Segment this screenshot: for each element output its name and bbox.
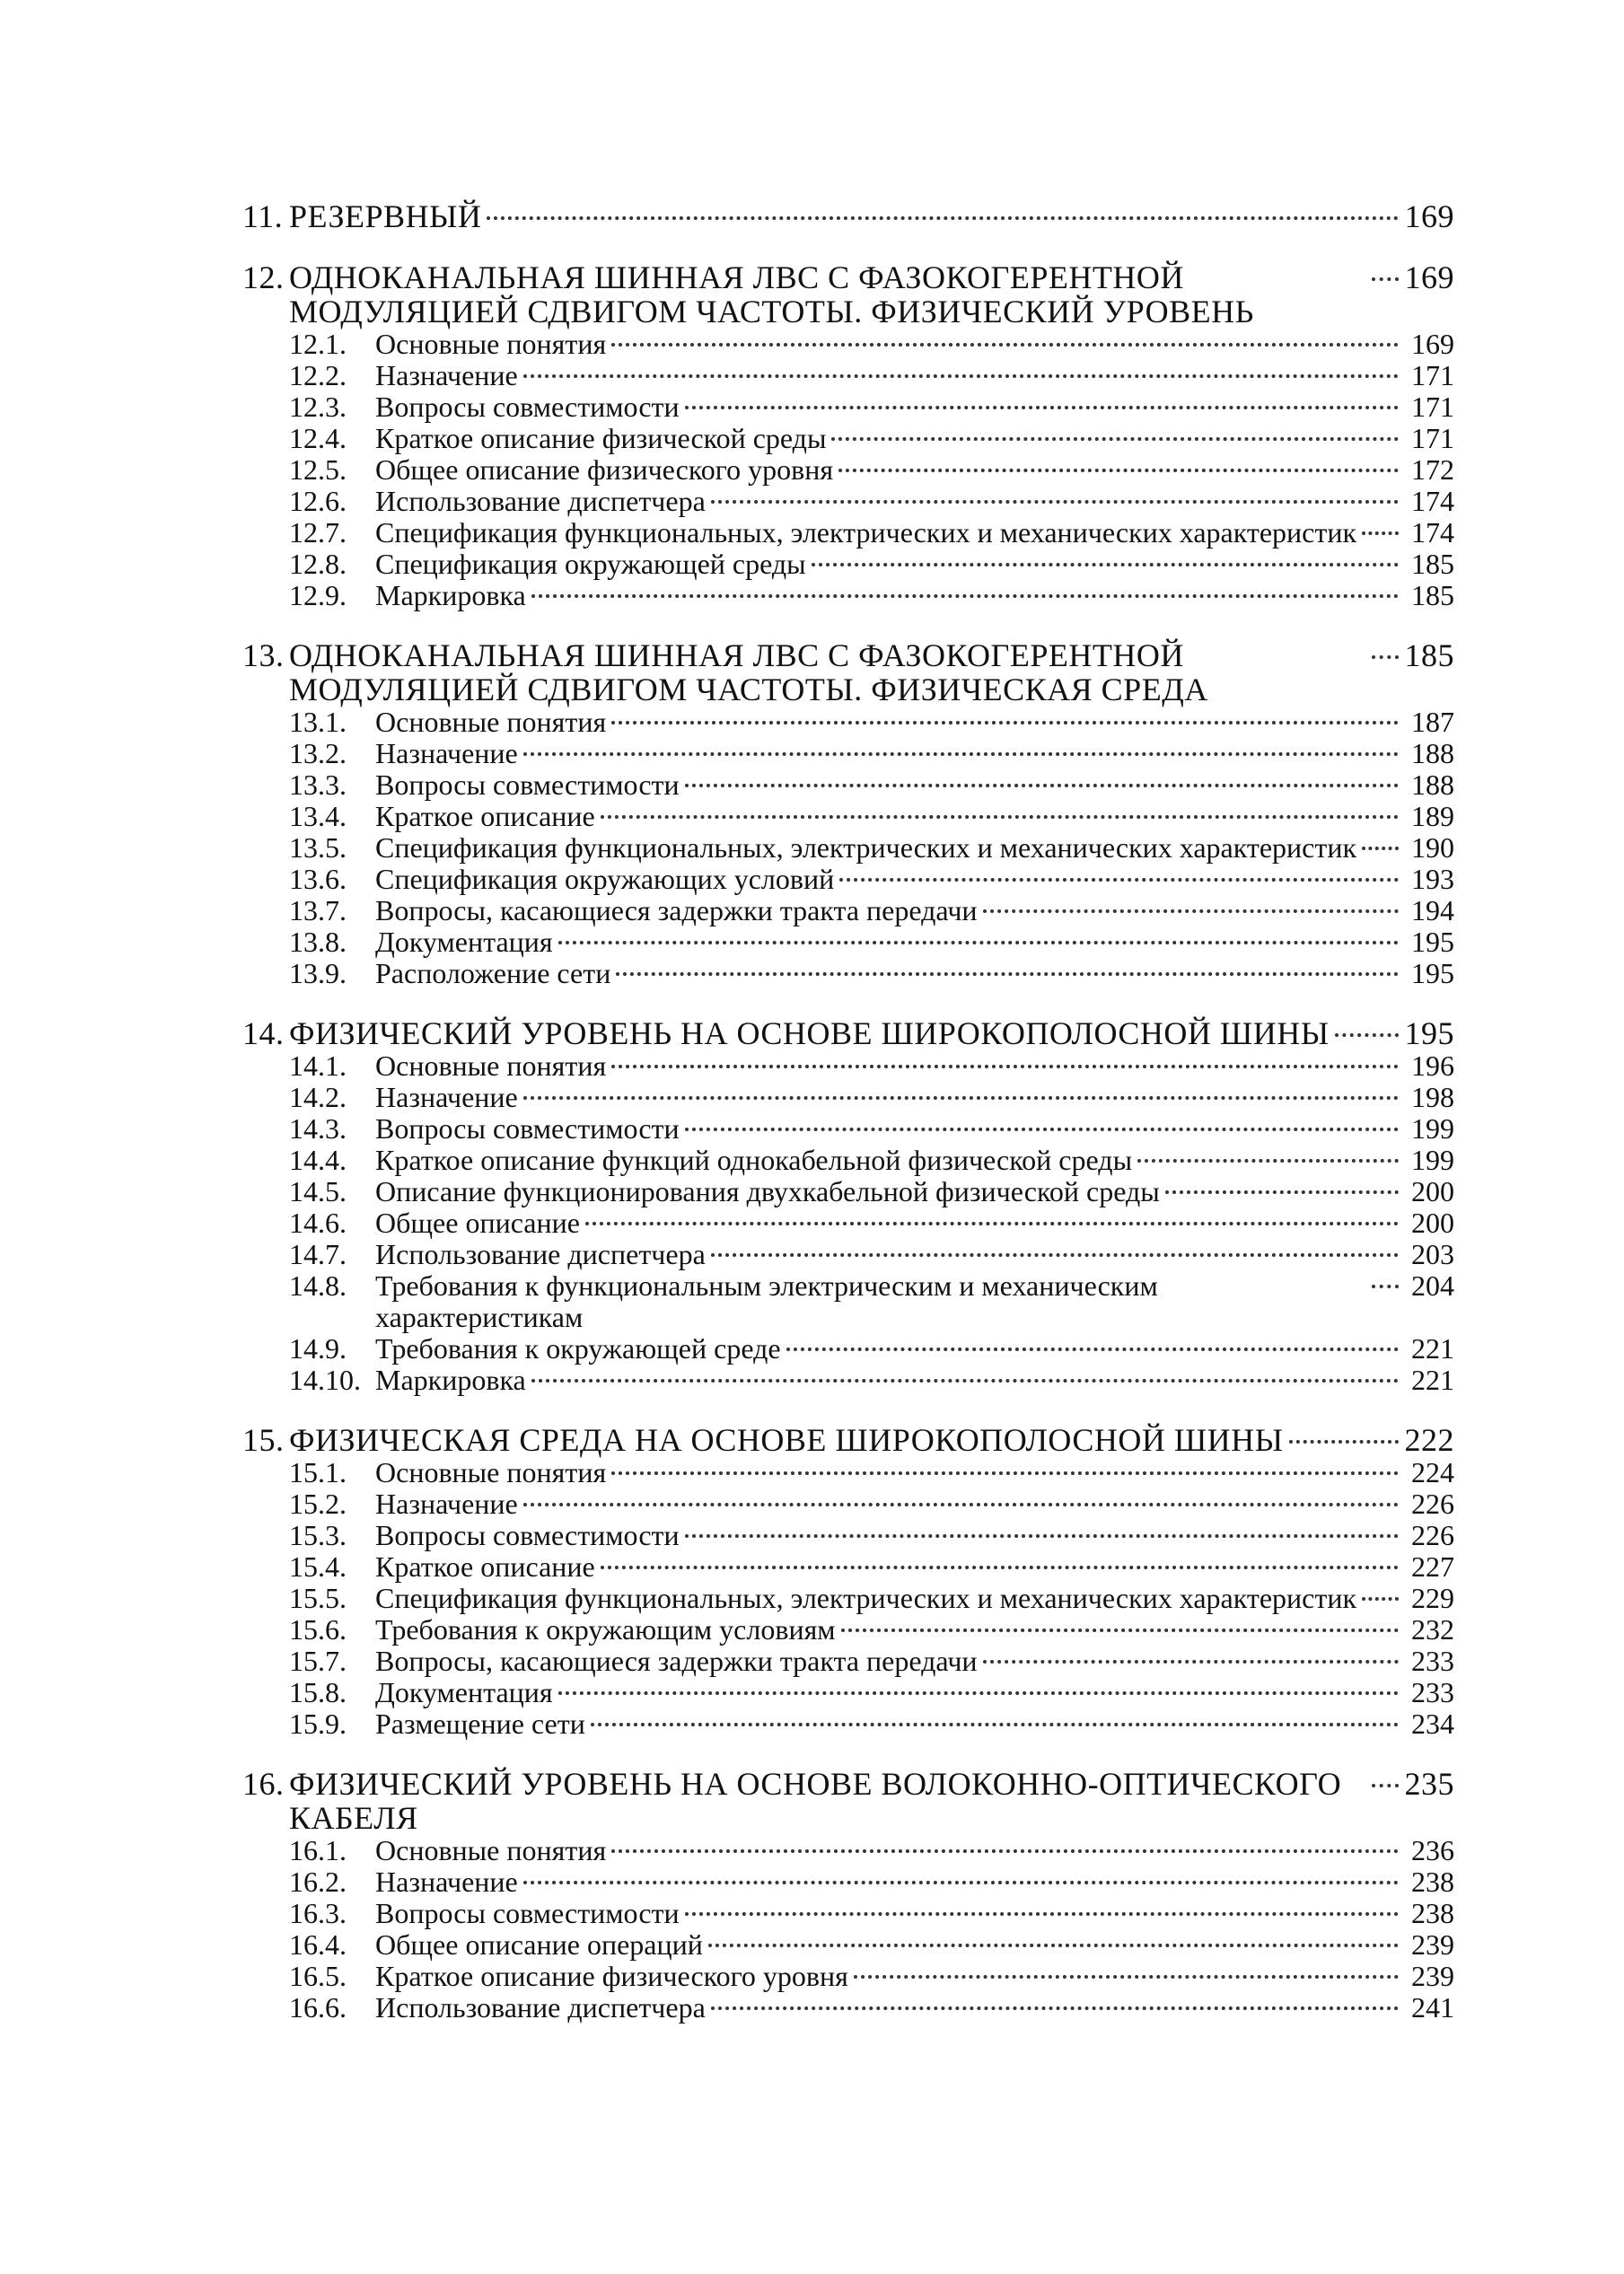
section-title: Общее описание операций: [375, 1928, 703, 1961]
section-title: Вопросы, касающиеся задержки тракта передачи: [375, 1645, 978, 1677]
section-number: 14.5.: [289, 1175, 347, 1207]
section-title: Маркировка: [375, 579, 526, 611]
section-number: 15.4.: [289, 1550, 347, 1583]
chapter-page-number: 195: [1404, 1015, 1454, 1051]
dot-leader: [711, 1253, 1399, 1257]
section-number: 15.8.: [289, 1676, 347, 1708]
section-number: 12.2.: [289, 359, 347, 391]
chapter-heading: [242, 1423, 1454, 1457]
section-page-number: 200: [1411, 1207, 1454, 1239]
section-number: 15.6.: [289, 1613, 347, 1646]
section-title: Вопросы совместимости: [375, 1519, 680, 1551]
section-entry: [242, 1646, 1454, 1677]
dot-leader: [1362, 847, 1399, 850]
section-entry: [242, 738, 1454, 769]
section-page-number: 187: [1411, 706, 1454, 738]
chapter-page-number: 169: [1404, 198, 1454, 234]
dot-leader: [558, 1691, 1399, 1695]
section-entry: [242, 1270, 1454, 1333]
section-entry: [242, 423, 1454, 454]
section-title: Документация: [375, 1676, 553, 1708]
section-title: Краткое описание: [375, 800, 595, 832]
section-number: 12.1.: [289, 328, 347, 360]
dot-leader: [611, 1065, 1399, 1068]
section-entry: [242, 1992, 1454, 2024]
section-entry: [242, 1520, 1454, 1551]
section-title: Описание функционирования двухкабельной физической среды: [375, 1175, 1160, 1207]
section-title: Основные понятия: [375, 328, 607, 360]
section-title: Спецификация функциональных, электрических и механических характеристик: [375, 831, 1357, 864]
dot-leader: [685, 1128, 1399, 1131]
section-title: Основные понятия: [375, 1049, 607, 1082]
section-title: Требования к функциональным электрическим и механическим характеристикам: [375, 1269, 1158, 1333]
section-page-number: 239: [1411, 1960, 1454, 1992]
section-page-number: 194: [1411, 894, 1454, 926]
dot-leader: [685, 784, 1399, 787]
section-number: 14.6.: [289, 1207, 347, 1239]
section-page-number: 203: [1411, 1238, 1454, 1270]
section-page-number: 185: [1411, 579, 1454, 611]
section-page-number: 174: [1411, 516, 1454, 549]
dot-leader: [786, 1348, 1399, 1351]
section-entry: [242, 1551, 1454, 1583]
dot-leader: [1289, 1440, 1399, 1444]
section-entry: [242, 1333, 1454, 1365]
section-entry: [242, 1050, 1454, 1082]
section-page-number: 233: [1411, 1645, 1454, 1677]
section-page-number: 193: [1411, 863, 1454, 895]
chapter-number: 15.: [242, 1422, 285, 1458]
toc-chapter: [242, 199, 1454, 233]
section-title: Назначение: [375, 1081, 518, 1113]
dot-leader: [523, 374, 1399, 378]
dot-leader: [685, 1534, 1399, 1538]
chapter-page-number: 169: [1404, 259, 1454, 295]
section-number: 15.5.: [289, 1582, 347, 1614]
dot-leader: [601, 815, 1399, 819]
dot-leader: [601, 1566, 1399, 1569]
section-page-number: 200: [1411, 1175, 1454, 1207]
section-title: Спецификация функциональных, электрических и механических характеристик: [375, 1582, 1357, 1614]
section-title: Требования к окружающим условиям: [375, 1613, 836, 1646]
dot-leader: [983, 1660, 1399, 1664]
section-page-number: 190: [1411, 831, 1454, 864]
dot-leader: [591, 1723, 1399, 1726]
section-title: Общее описание физического уровня: [375, 453, 834, 486]
section-page-number: 238: [1411, 1897, 1454, 1929]
section-title: Назначение: [375, 737, 518, 769]
section-number: 15.7.: [289, 1645, 347, 1677]
section-page-number: 185: [1411, 548, 1454, 580]
section-number: 14.7.: [289, 1238, 347, 1270]
dot-leader: [1362, 531, 1399, 535]
section-number: 12.7.: [289, 516, 347, 549]
section-page-number: 226: [1411, 1519, 1454, 1551]
section-number: 15.2.: [289, 1488, 347, 1520]
chapter-page-number: 235: [1404, 1766, 1454, 1802]
section-entry: [242, 832, 1454, 864]
toc-chapter: [242, 638, 1454, 989]
section-title: Назначение: [375, 1488, 518, 1520]
dot-leader: [854, 1975, 1399, 1979]
section-page-number: 221: [1411, 1332, 1454, 1365]
toc-chapter: [242, 1767, 1454, 2024]
section-title: Вопросы совместимости: [375, 1897, 680, 1929]
section-page-number: 241: [1411, 1991, 1454, 2024]
section-page-number: 198: [1411, 1081, 1454, 1113]
dot-leader: [585, 1222, 1399, 1225]
section-number: 16.2.: [289, 1866, 347, 1898]
section-entry: [242, 864, 1454, 895]
section-entry: [242, 769, 1454, 801]
chapter-heading: [242, 1767, 1454, 1835]
section-page-number: 204: [1411, 1269, 1454, 1302]
chapter-heading: [242, 1016, 1454, 1050]
section-title: Вопросы совместимости: [375, 391, 680, 423]
dot-leader: [531, 594, 1399, 598]
dot-leader: [487, 216, 1399, 220]
section-title: Спецификация функциональных, электрических и механических характеристик: [375, 516, 1357, 549]
section-page-number: 171: [1411, 422, 1454, 454]
section-title: Краткое описание физического уровня: [375, 1960, 848, 1992]
section-number: 13.6.: [289, 863, 347, 895]
toc-chapter: [242, 1016, 1454, 1396]
section-entry: [242, 1207, 1454, 1239]
dot-leader: [1335, 1033, 1399, 1037]
section-title: Спецификация окружающих условий: [375, 863, 835, 895]
dot-leader: [685, 1912, 1399, 1916]
chapter-title: РЕЗЕРВНЫЙ: [289, 198, 482, 234]
section-title: Использование диспетчера: [375, 485, 706, 517]
section-entry: [242, 707, 1454, 738]
chapter-number: 13.: [242, 637, 285, 673]
section-page-number: 236: [1411, 1834, 1454, 1866]
chapter-title: ОДНОКАНАЛЬНАЯ ШИННАЯ ЛВС С ФАЗОКОГЕРЕНТНОЙ МОДУЛЯЦИЕЙ СДВИГОМ ЧАСТОТЫ. ФИЗИЧЕСКИЙ УРОВЕНЬ: [289, 259, 1254, 329]
dot-leader: [1372, 277, 1399, 281]
section-entry: [242, 1239, 1454, 1270]
dot-leader: [1165, 1190, 1399, 1194]
section-entry: [242, 1082, 1454, 1113]
section-number: 12.6.: [289, 485, 347, 517]
section-number: 14.1.: [289, 1049, 347, 1082]
section-entry: [242, 580, 1454, 611]
section-page-number: 224: [1411, 1456, 1454, 1488]
section-entry: [242, 1113, 1454, 1145]
section-entry: [242, 801, 1454, 832]
chapter-heading: [242, 638, 1454, 707]
section-page-number: 171: [1411, 391, 1454, 423]
chapter-number: 11.: [242, 198, 284, 234]
section-entry: [242, 329, 1454, 360]
section-number: 13.4.: [289, 800, 347, 832]
section-title: Документация: [375, 926, 553, 958]
section-number: 14.8.: [289, 1269, 347, 1302]
dot-leader: [523, 1881, 1399, 1884]
chapter-page-number: 222: [1404, 1422, 1454, 1458]
section-entry: [242, 958, 1454, 989]
section-title: Краткое описание физической среды: [375, 422, 827, 454]
section-entry: [242, 926, 1454, 958]
section-number: 13.5.: [289, 831, 347, 864]
section-entry: [242, 1929, 1454, 1961]
dot-leader: [685, 406, 1399, 409]
chapter-heading: [242, 199, 1454, 233]
dot-leader: [523, 752, 1399, 756]
dot-leader: [1372, 1285, 1399, 1288]
section-entry: [242, 1866, 1454, 1898]
section-page-number: 195: [1411, 926, 1454, 958]
section-entry: [242, 1961, 1454, 1992]
section-page-number: 227: [1411, 1550, 1454, 1583]
section-entry: [242, 1835, 1454, 1866]
section-number: 12.9.: [289, 579, 347, 611]
section-number: 16.3.: [289, 1897, 347, 1929]
section-title: Маркировка: [375, 1364, 526, 1396]
section-page-number: 169: [1411, 328, 1454, 360]
section-entry: [242, 1898, 1454, 1929]
dot-leader: [531, 1379, 1399, 1383]
section-page-number: 229: [1411, 1582, 1454, 1614]
dot-leader: [812, 563, 1399, 566]
dot-leader: [1372, 655, 1399, 659]
section-number: 14.9.: [289, 1332, 347, 1365]
section-number: 14.10.: [289, 1364, 361, 1396]
section-title: Назначение: [375, 1866, 518, 1898]
section-page-number: 171: [1411, 359, 1454, 391]
section-number: 15.9.: [289, 1708, 347, 1740]
section-title: Спецификация окружающей среды: [375, 548, 806, 580]
section-title: Размещение сети: [375, 1708, 585, 1740]
dot-leader: [1362, 1597, 1399, 1601]
section-entry: [242, 1145, 1454, 1176]
section-number: 12.5.: [289, 453, 347, 486]
chapter-number: 12.: [242, 259, 285, 295]
section-entry: [242, 1677, 1454, 1708]
section-title: Основные понятия: [375, 1456, 607, 1488]
section-number: 14.2.: [289, 1081, 347, 1113]
dot-leader: [523, 1503, 1399, 1506]
section-entry: [242, 1176, 1454, 1207]
section-page-number: 238: [1411, 1866, 1454, 1898]
section-page-number: 199: [1411, 1144, 1454, 1176]
section-page-number: 188: [1411, 768, 1454, 801]
dot-leader: [611, 343, 1399, 347]
section-entry: [242, 1614, 1454, 1646]
section-entry: [242, 1488, 1454, 1520]
section-page-number: 199: [1411, 1112, 1454, 1145]
section-page-number: 195: [1411, 957, 1454, 989]
section-title: Краткое описание: [375, 1550, 595, 1583]
section-title: Использование диспетчера: [375, 1991, 706, 2024]
section-title: Краткое описание функций однокабельной физической среды: [375, 1144, 1133, 1176]
table-of-contents: [242, 199, 1454, 2024]
section-entry: [242, 391, 1454, 423]
dot-leader: [831, 437, 1399, 441]
dot-leader: [711, 500, 1399, 504]
section-entry: [242, 454, 1454, 486]
section-title: Вопросы совместимости: [375, 1112, 680, 1145]
dot-leader: [611, 1471, 1399, 1475]
section-page-number: 172: [1411, 453, 1454, 486]
dot-leader: [711, 2006, 1399, 2010]
section-page-number: 174: [1411, 485, 1454, 517]
section-number: 13.3.: [289, 768, 347, 801]
section-page-number: 221: [1411, 1364, 1454, 1396]
section-page-number: 226: [1411, 1488, 1454, 1520]
section-number: 16.6.: [289, 1991, 347, 2024]
section-title: Требования к окружающей среде: [375, 1332, 781, 1365]
section-title: Общее описание: [375, 1207, 580, 1239]
section-entry: [242, 549, 1454, 580]
dot-leader: [839, 878, 1399, 882]
section-number: 13.8.: [289, 926, 347, 958]
dot-leader: [523, 1096, 1399, 1100]
dot-leader: [1372, 1784, 1399, 1787]
section-entry: [242, 1365, 1454, 1396]
section-number: 13.7.: [289, 894, 347, 926]
toc-chapter: [242, 260, 1454, 611]
dot-leader: [708, 1944, 1399, 1947]
section-entry: [242, 486, 1454, 517]
section-title: Основные понятия: [375, 1834, 607, 1866]
dot-leader: [983, 909, 1399, 913]
dot-leader: [611, 1849, 1399, 1853]
section-title: Расположение сети: [375, 957, 611, 989]
chapter-title: ОДНОКАНАЛЬНАЯ ШИННАЯ ЛВС С ФАЗОКОГЕРЕНТНОЙ МОДУЛЯЦИЕЙ СДВИГОМ ЧАСТОТЫ. ФИЗИЧЕСКАЯ СРЕДА: [289, 637, 1208, 707]
dot-leader: [838, 469, 1399, 472]
section-number: 14.3.: [289, 1112, 347, 1145]
dot-leader: [1137, 1159, 1399, 1163]
section-number: 12.8.: [289, 548, 347, 580]
section-entry: [242, 517, 1454, 549]
dot-leader: [841, 1629, 1399, 1632]
section-entry: [242, 895, 1454, 926]
section-number: 12.4.: [289, 422, 347, 454]
section-entry: [242, 360, 1454, 391]
section-page-number: 233: [1411, 1676, 1454, 1708]
chapter-heading: [242, 260, 1454, 329]
section-number: 13.2.: [289, 737, 347, 769]
chapter-title: ФИЗИЧЕСКАЯ СРЕДА НА ОСНОВЕ ШИРОКОПОЛОСНОЙ ШИНЫ: [289, 1422, 1284, 1458]
dot-leader: [558, 941, 1399, 944]
section-title: Вопросы совместимости: [375, 768, 680, 801]
section-number: 16.1.: [289, 1834, 347, 1866]
section-number: 16.4.: [289, 1928, 347, 1961]
section-title: Вопросы, касающиеся задержки тракта передачи: [375, 894, 978, 926]
dot-leader: [611, 721, 1399, 724]
section-number: 13.1.: [289, 706, 347, 738]
section-page-number: 189: [1411, 800, 1454, 832]
section-title: Назначение: [375, 359, 518, 391]
section-title: Использование диспетчера: [375, 1238, 706, 1270]
section-page-number: 239: [1411, 1928, 1454, 1961]
section-title: Основные понятия: [375, 706, 607, 738]
section-number: 12.3.: [289, 391, 347, 423]
toc-chapter: [242, 1423, 1454, 1740]
section-page-number: 232: [1411, 1613, 1454, 1646]
section-number: 14.4.: [289, 1144, 347, 1176]
chapter-page-number: 185: [1404, 637, 1454, 673]
section-entry: [242, 1708, 1454, 1740]
section-page-number: 196: [1411, 1049, 1454, 1082]
section-page-number: 234: [1411, 1708, 1454, 1740]
section-number: 16.5.: [289, 1960, 347, 1992]
section-number: 13.9.: [289, 957, 347, 989]
section-entry: [242, 1457, 1454, 1488]
chapter-number: 14.: [242, 1015, 285, 1051]
chapter-title: ФИЗИЧЕСКИЙ УРОВЕНЬ НА ОСНОВЕ ШИРОКОПОЛОСНОЙ ШИНЫ: [289, 1015, 1330, 1051]
chapter-number: 16.: [242, 1766, 285, 1802]
section-entry: [242, 1583, 1454, 1614]
section-page-number: 188: [1411, 737, 1454, 769]
section-number: 15.1.: [289, 1456, 347, 1488]
dot-leader: [616, 972, 1399, 976]
section-number: 15.3.: [289, 1519, 347, 1551]
chapter-title: ФИЗИЧЕСКИЙ УРОВЕНЬ НА ОСНОВЕ ВОЛОКОННО-ОПТИЧЕСКОГО КАБЕЛЯ: [289, 1766, 1342, 1836]
